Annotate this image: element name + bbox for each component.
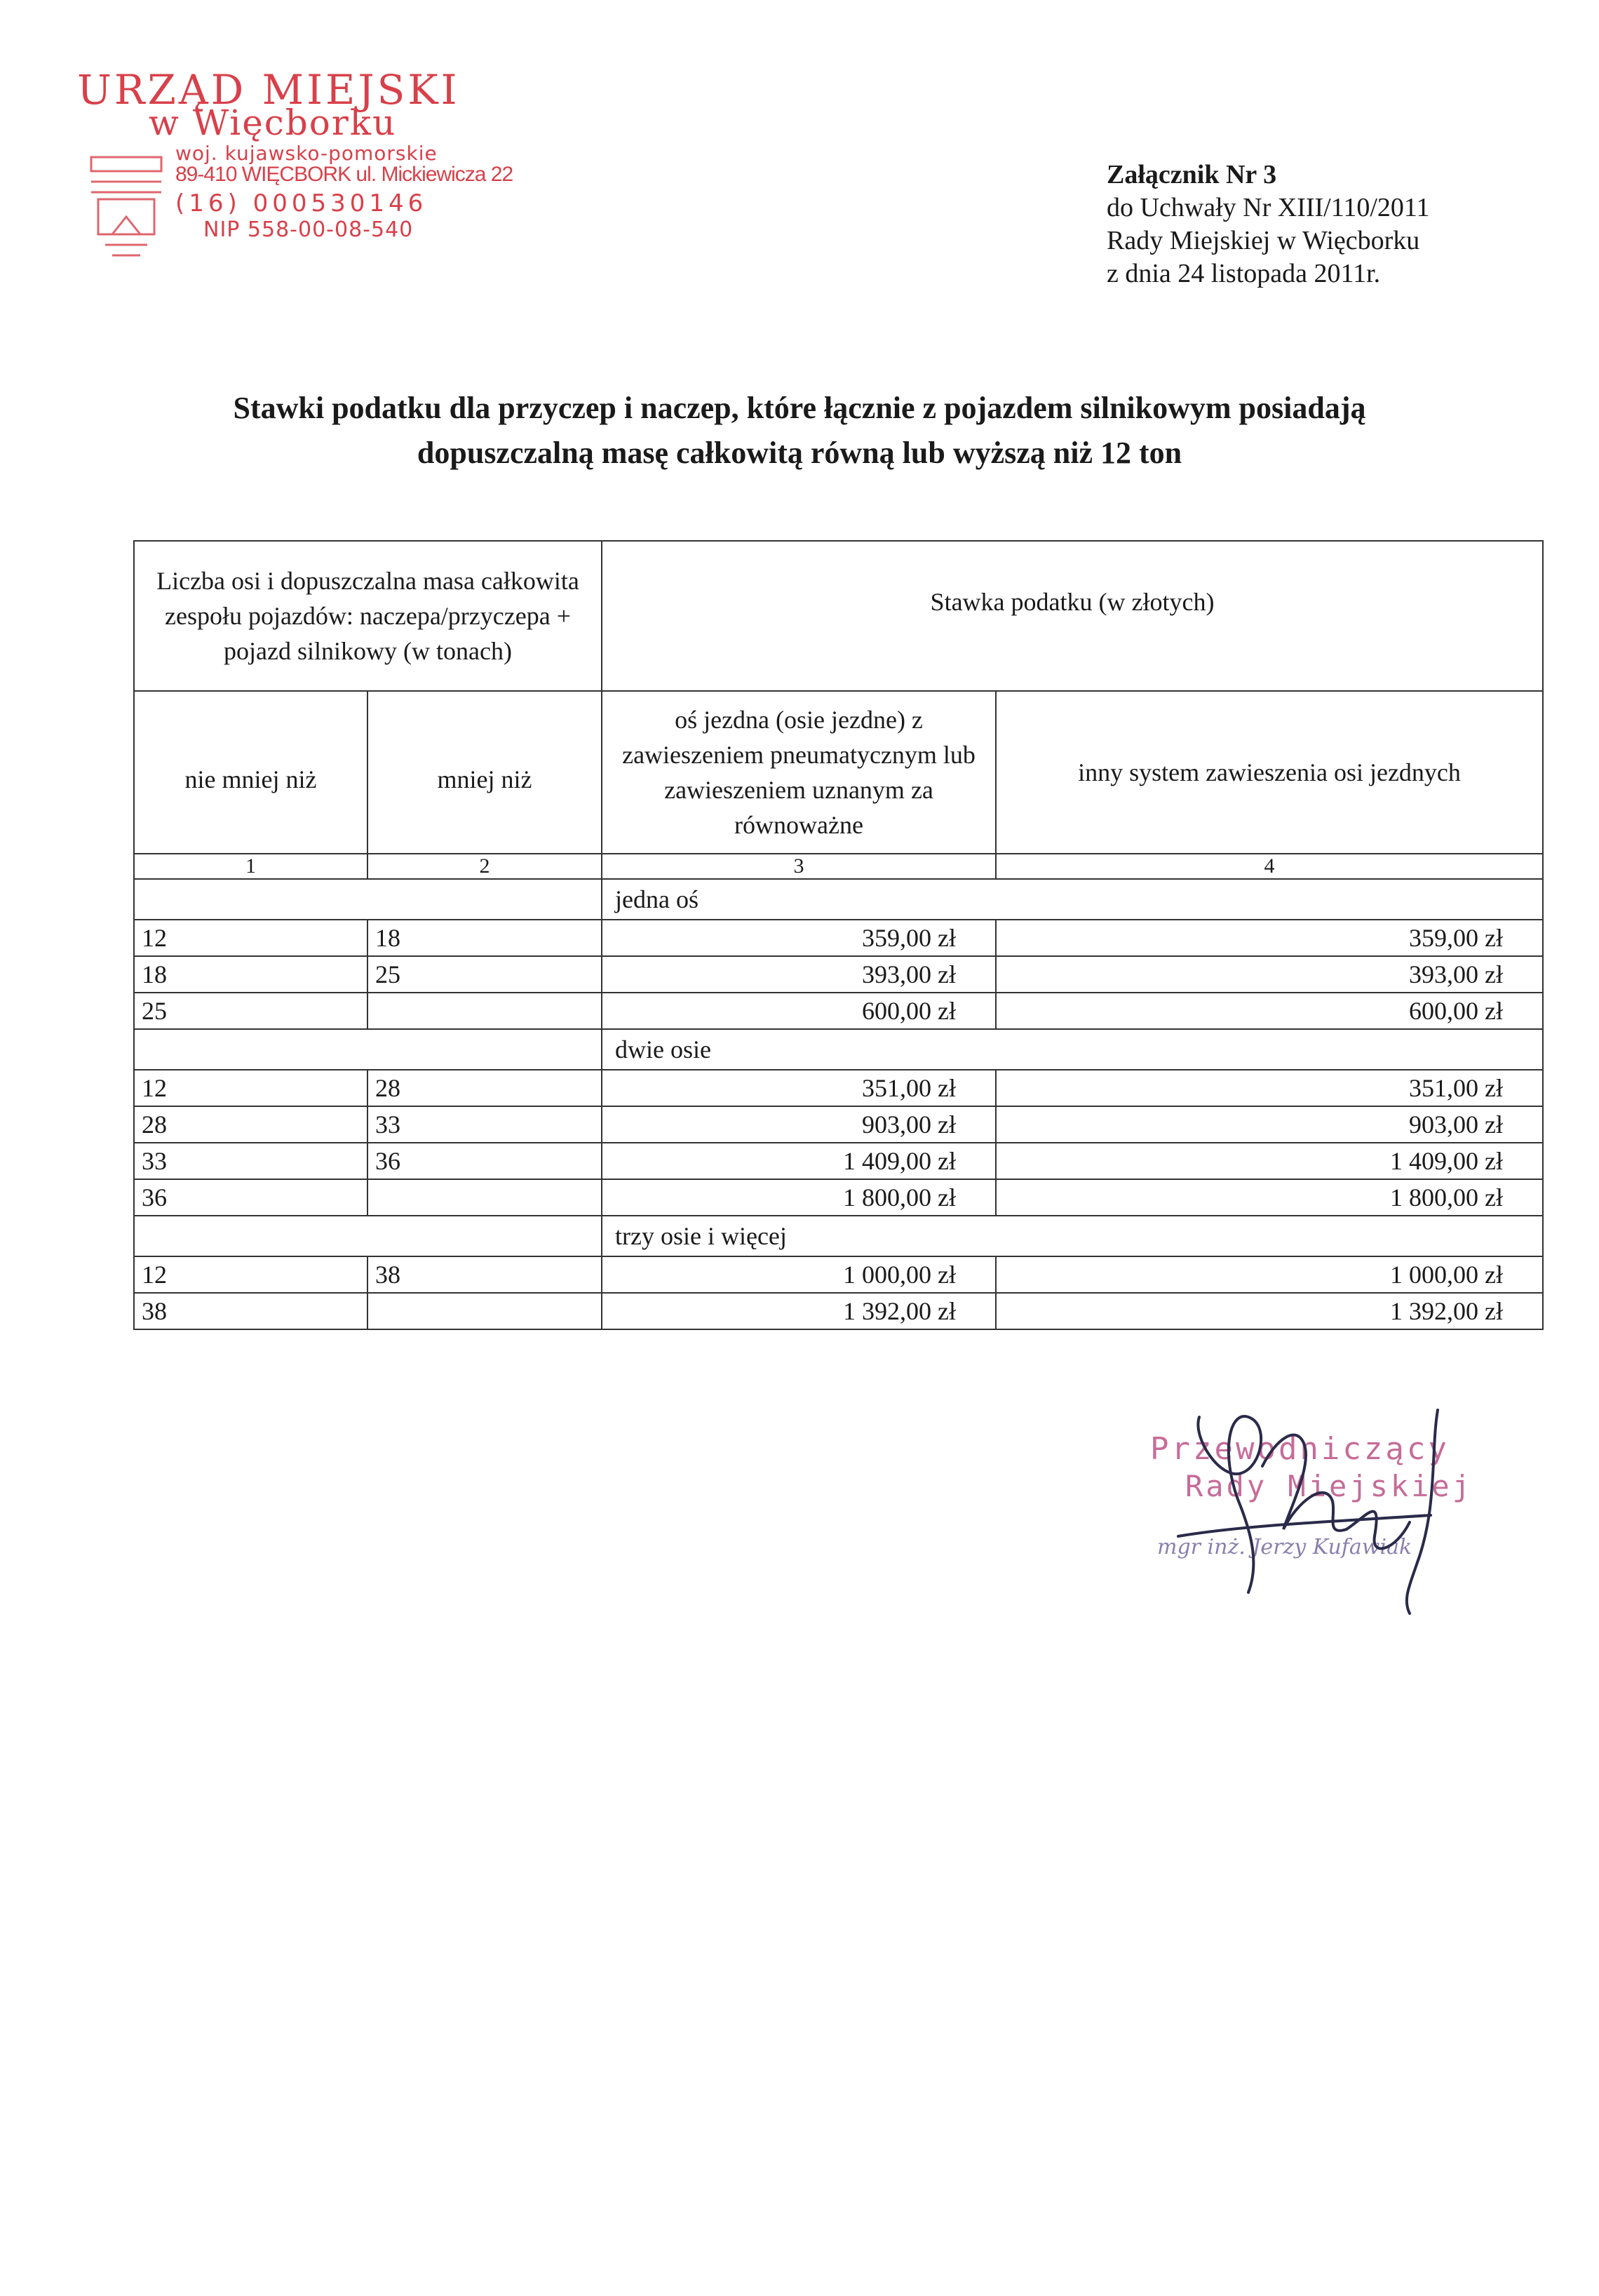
title-line-2: dopuszczalną masę całkowitą równą lub wyższą niż 12 ton xyxy=(417,436,1182,470)
header-col-pneumatic: oś jezdna (osie jezdne) z zawieszeniem pneumatycznym lub zawieszeniem uznanym za równoważne xyxy=(602,691,996,854)
cell-max: 28 xyxy=(367,1070,602,1106)
stamp-nip: NIP 558-00-08-540 xyxy=(203,217,414,242)
cell-other: 903,00 zł xyxy=(996,1106,1543,1143)
table-row xyxy=(134,1293,1543,1329)
cell-other: 351,00 zł xyxy=(996,1070,1543,1106)
cell-other: 1 800,00 zł xyxy=(996,1179,1543,1216)
header-col-min: nie mniej niż xyxy=(134,691,367,854)
cell-min: 25 xyxy=(134,993,367,1029)
cell-max xyxy=(367,1179,602,1216)
signature-council: Rady Miejskiej xyxy=(1185,1469,1473,1503)
header-rate: Stawka podatku (w złotych) xyxy=(602,541,1543,691)
annex-header xyxy=(1107,159,1429,290)
section-label: trzy osie i więcej xyxy=(602,1216,1543,1256)
col-number: 3 xyxy=(602,854,996,879)
col-number: 1 xyxy=(134,854,367,879)
cell-min: 33 xyxy=(134,1143,367,1179)
cell-min: 12 xyxy=(134,1256,367,1293)
cell-max: 33 xyxy=(367,1106,602,1143)
table-row xyxy=(134,956,1543,993)
stamp-office-name: URZĄD MIEJSKI xyxy=(77,66,460,114)
header-col-max: mniej niż xyxy=(367,691,602,854)
annex-date: z dnia 24 listopada 2011r. xyxy=(1107,259,1381,288)
cell-min: 12 xyxy=(134,1070,367,1106)
stamp-regon: (16) 000530146 xyxy=(175,189,428,217)
cell-max: 25 xyxy=(367,956,602,993)
document-title xyxy=(0,386,1599,476)
cell-min: 28 xyxy=(134,1106,367,1143)
cell-other: 393,00 zł xyxy=(996,956,1543,993)
title-line-1: Stawki podatku dla przyczep i naczep, które łącznie z pojazdem silnikowym posiadają xyxy=(233,391,1366,425)
cell-min: 18 xyxy=(134,956,367,993)
col-number: 2 xyxy=(367,854,602,879)
coat-of-arms-icon xyxy=(77,150,175,276)
cell-pneumatic: 351,00 zł xyxy=(602,1070,996,1106)
table-row xyxy=(134,993,1543,1029)
cell-max: 18 xyxy=(367,920,602,956)
cell-max: 38 xyxy=(367,1256,602,1293)
cell-pneumatic: 1 800,00 zł xyxy=(602,1179,996,1216)
official-stamp xyxy=(70,59,513,242)
stamp-address: 89-410 WIĘCBORK ul. Mickiewicza 22 xyxy=(175,163,513,186)
cell-other: 600,00 zł xyxy=(996,993,1543,1029)
cell-pneumatic: 1 000,00 zł xyxy=(602,1256,996,1293)
cell-pneumatic: 1 409,00 zł xyxy=(602,1143,996,1179)
header-col-other: inny system zawieszenia osi jezdnych xyxy=(996,691,1543,854)
table-row xyxy=(134,1106,1543,1143)
cell-pneumatic: 393,00 zł xyxy=(602,956,996,993)
cell-pneumatic: 903,00 zł xyxy=(602,1106,996,1143)
chairman-signature-stamp xyxy=(1136,1396,1487,1620)
annex-council: Rady Miejskiej w Więcborku xyxy=(1107,226,1420,255)
tax-rate-table xyxy=(133,540,1544,1330)
header-mass: Liczba osi i dopuszczalna masa całkowita zespołu pojazdów: naczepa/przyczepa + pojazd silnikowy (w tonach) xyxy=(134,541,602,691)
signature-title: Przewodniczący xyxy=(1150,1431,1450,1467)
cell-max xyxy=(367,1293,602,1329)
annex-title: Załącznik Nr 3 xyxy=(1107,160,1277,189)
col-number: 4 xyxy=(996,854,1543,879)
section-label: dwie osie xyxy=(602,1029,1543,1070)
table-row xyxy=(134,1143,1543,1179)
table-row xyxy=(134,1256,1543,1293)
cell-pneumatic: 359,00 zł xyxy=(602,920,996,956)
table-row xyxy=(134,1179,1543,1216)
cell-other: 1 000,00 zł xyxy=(996,1256,1543,1293)
stamp-town: w Więcborku xyxy=(149,102,397,143)
cell-pneumatic: 1 392,00 zł xyxy=(602,1293,996,1329)
handwritten-signature-icon xyxy=(1136,1396,1487,1620)
section-label: jedna oś xyxy=(602,879,1543,920)
cell-other: 1 392,00 zł xyxy=(996,1293,1543,1329)
cell-pneumatic: 600,00 zł xyxy=(602,993,996,1029)
cell-other: 1 409,00 zł xyxy=(996,1143,1543,1179)
cell-min: 38 xyxy=(134,1293,367,1329)
table-row xyxy=(134,920,1543,956)
cell-max: 36 xyxy=(367,1143,602,1179)
stamp-voivodeship: woj. kujawsko-pomorskie xyxy=(175,142,438,165)
table-row xyxy=(134,1070,1543,1106)
cell-min: 12 xyxy=(134,920,367,956)
signature-name: mgr inż. Jerzy Kufawiak xyxy=(1157,1535,1412,1559)
annex-resolution: do Uchwały Nr XIII/110/2011 xyxy=(1107,193,1430,222)
cell-min: 36 xyxy=(134,1179,367,1216)
cell-other: 359,00 zł xyxy=(996,920,1543,956)
cell-max xyxy=(367,993,602,1029)
